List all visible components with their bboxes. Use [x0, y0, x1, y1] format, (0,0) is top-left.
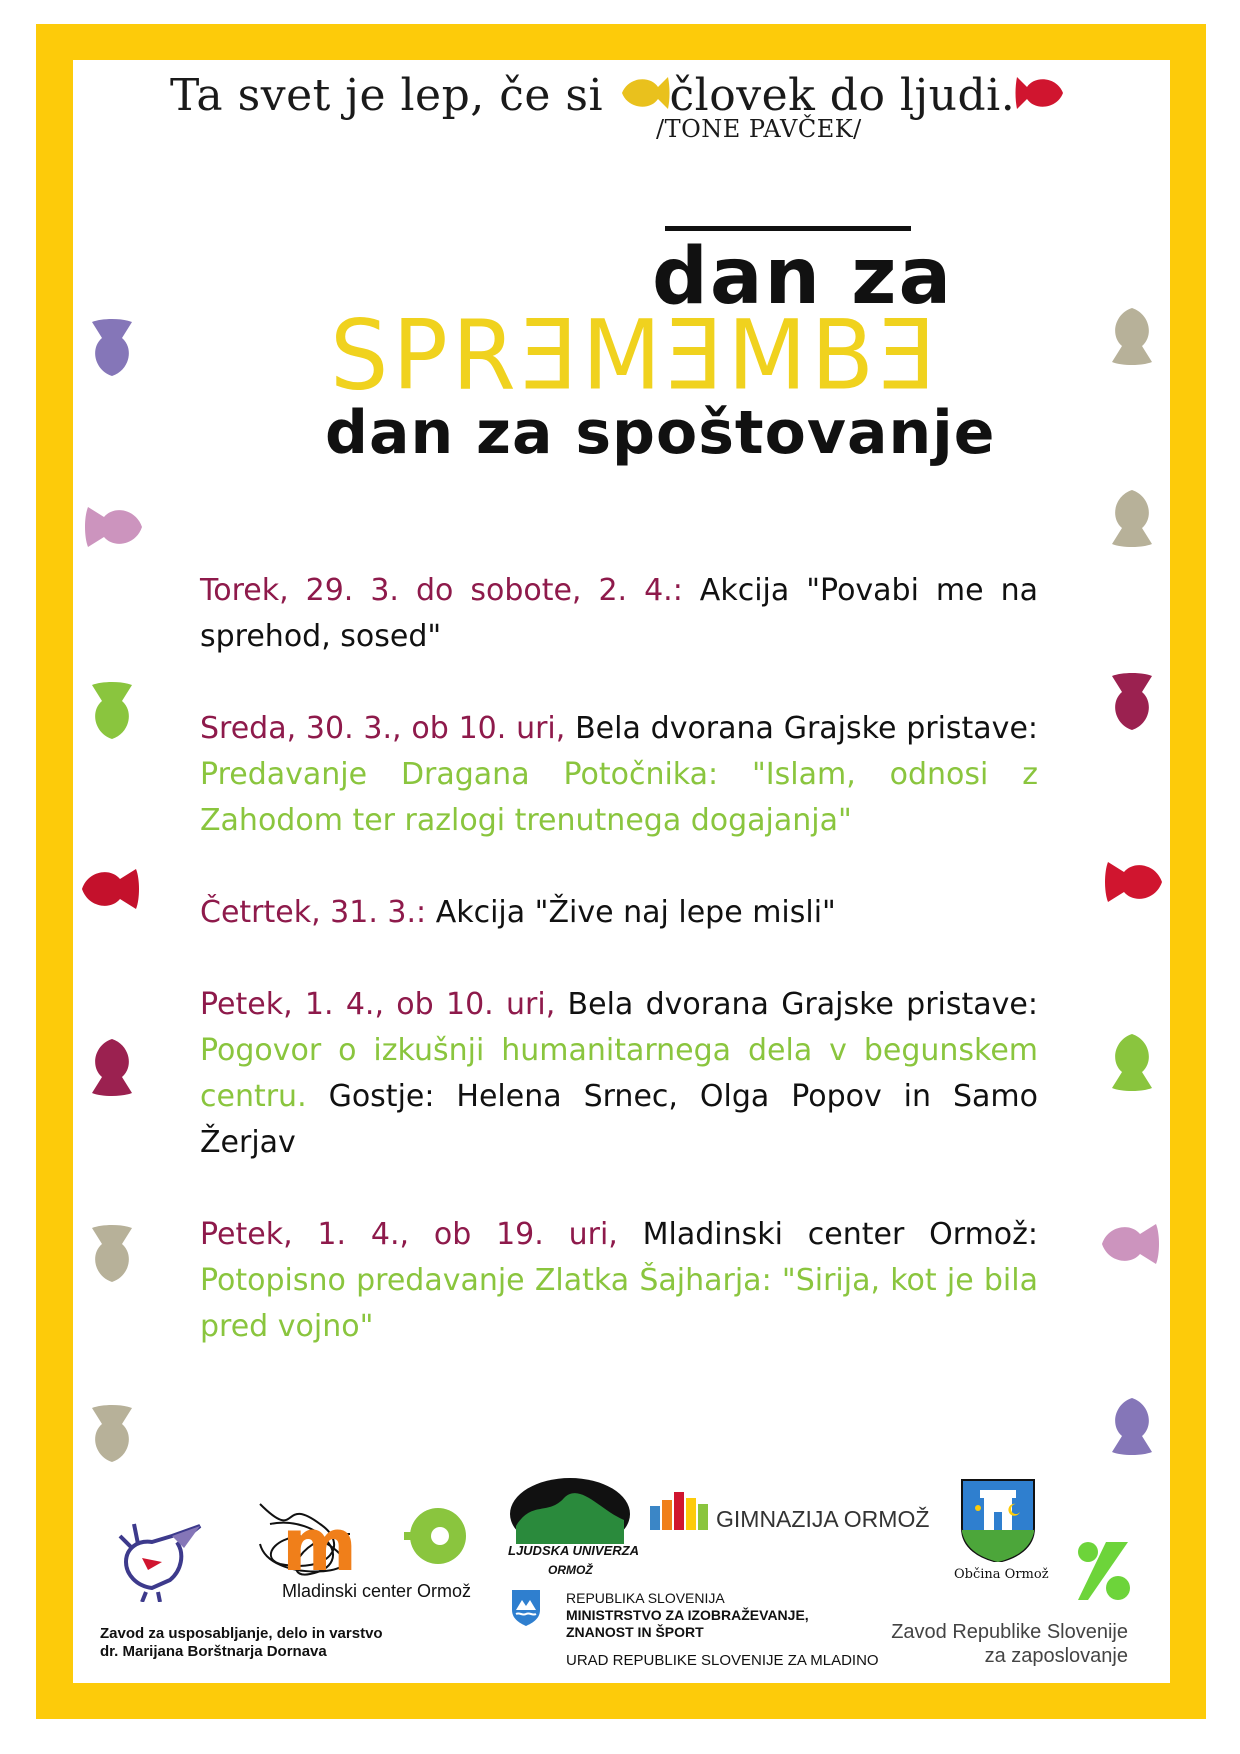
event-place: Bela dvorana Grajske pristave: [565, 711, 1039, 746]
svg-text:m: m [282, 1503, 358, 1587]
zavod-caption-line2: dr. Marijana Borštnarja Dornava [100, 1643, 327, 1660]
pink-fish-icon [80, 503, 144, 555]
logo-dan-za-spostovanje: dan za spoštovanje [325, 398, 996, 468]
beige-fish-icon [1108, 488, 1156, 556]
purple-fish-icon [1108, 1396, 1156, 1464]
zrsz-logo [1076, 1540, 1130, 1606]
frame-bottom [36, 1683, 1206, 1719]
lu-place: ORMOŽ [548, 1563, 593, 1577]
frame-right [1170, 24, 1206, 1719]
red-fish-icon [80, 865, 144, 917]
zrsz-line1: Zavod Republike Slovenije [891, 1621, 1128, 1643]
pink-fish-icon [1100, 1220, 1164, 1272]
green-fish-icon [88, 677, 136, 745]
zavod-bird-logo [112, 1518, 204, 1606]
logo-spremembe: SPRƎMƎMBƎ [330, 299, 941, 412]
zrsz-line2: za zaposlovanje [984, 1645, 1128, 1667]
mc-name: Mladinski center Ormož [282, 1581, 472, 1601]
zavod-caption-line1: Zavod za usposabljanje, delo in varstvo [100, 1625, 383, 1642]
event-title: Pogovor o izkušnji humanitarnega dela v begunskem centru. [200, 1033, 1038, 1114]
event-item [200, 890, 1038, 936]
purple-fish-icon [88, 314, 136, 382]
zavod-caption [100, 1625, 383, 1661]
event-title: Predavanje Dragana Potočnika: "Islam, odnosi z Zahodom ter razlogi trenutnega dogajanja" [200, 757, 1038, 838]
event-date: Sreda, 30. 3., ob 10. uri, [200, 711, 566, 746]
red-fish-icon [1100, 858, 1164, 910]
event-place: Akcija "Žive naj lepe misli" [426, 895, 836, 930]
quote [170, 70, 1067, 124]
slovenia-crest-icon [510, 1588, 542, 1630]
ljudska-univerza-logo [508, 1476, 632, 1548]
event-date: Torek, 29. 3. do sobote, 2. 4.: [200, 573, 683, 608]
green-fish-icon [1108, 1032, 1156, 1100]
event-item [200, 706, 1038, 844]
lu-name: LJUDSKA UNIVERZA [508, 1543, 639, 1558]
event-guests: Gostje: Helena Srnec, Olga Popov in Samo Žerjav [200, 1079, 1038, 1160]
ministry-line1: REPUBLIKA SLOVENIJA [566, 1590, 725, 1606]
logo-dan-za: dan za [652, 232, 954, 322]
maroon-fish-icon [88, 1037, 136, 1105]
event-place: Akcija "Povabi me na sprehod, sosed" [200, 573, 1039, 654]
maroon-fish-icon [1108, 668, 1156, 736]
frame-top [36, 24, 1206, 60]
beige-fish-icon [88, 1400, 136, 1468]
gimnazija-name: GIMNAZIJA ORMOŽ [716, 1506, 930, 1532]
ministry-line3: ZNANOST IN ŠPORT [566, 1624, 704, 1640]
ministry-line4: URAD REPUBLIKE SLOVENIJE ZA MLADINO [566, 1652, 879, 1669]
frame-left [36, 24, 73, 1719]
quote-text-after: človek do ljudi. [669, 70, 1016, 121]
quote-author: /TONE PAVČEK/ [656, 115, 862, 143]
gimnazija-bars-logo [650, 1492, 712, 1534]
quote-text-before: Ta svet je lep, če si [170, 70, 618, 121]
ministry-caption [566, 1590, 809, 1641]
event-place: Mladinski center Ormož: [617, 1217, 1038, 1252]
event-date: Četrtek, 31. 3.: [200, 895, 427, 930]
red-fish-icon [1015, 73, 1067, 124]
obcina-name: Občina Ormož [954, 1567, 1049, 1582]
event-item [200, 568, 1038, 660]
obcina-coat-of-arms [960, 1478, 1036, 1566]
event-date: Petek, 1. 4., ob 10. uri, [200, 987, 556, 1022]
event-date: Petek, 1. 4., ob 19. uri, [200, 1217, 618, 1252]
event-title: Potopisno predavanje Zlatka Šajharja: "Sirija, kot je bila pred vojno" [200, 1263, 1038, 1344]
ministry-line2: MINISTRSTVO ZA IZOBRAŽEVANJE, [566, 1607, 809, 1623]
event-place: Bela dvorana Grajske pristave: [555, 987, 1038, 1022]
logo-rule [665, 226, 911, 231]
zrsz-caption [890, 1620, 1128, 1668]
beige-fish-icon [88, 1220, 136, 1288]
event-item [200, 982, 1038, 1166]
event-list [200, 568, 1038, 1396]
beige-fish-icon [1108, 306, 1156, 374]
event-item [200, 1212, 1038, 1350]
